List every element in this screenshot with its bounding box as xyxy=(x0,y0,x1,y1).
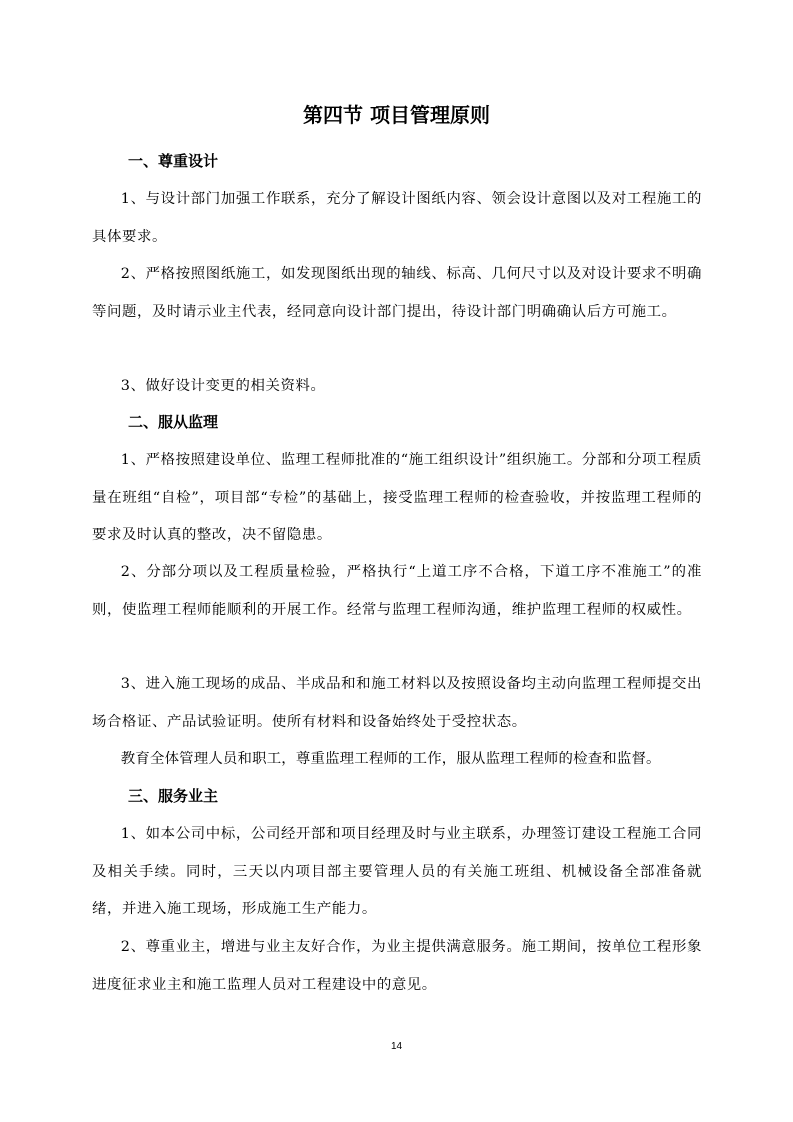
section-title: 第四节 项目管理原则 xyxy=(303,103,490,127)
paragraph-owner-1: 1、如本公司中标，公司经开部和项目经理及时与业主联系，办理签订建设工程施工合同及相关手续。同时，三天以内项目部主要管理人员的有关施工班组、机械设备全部准备就绪，并进入施工现场，形成施工生产能力。 xyxy=(92,826,702,917)
heading-respect-design: 一、尊重设计 xyxy=(128,152,219,170)
paragraph-supervision-1: 1、严格按照建设单位、监理工程师批准的“施工组织设计”组织施工。分部和分项工程质量在班组“自检”，项目部“专检”的基础上，接受监理工程师的检查验收，并按监理工程师的要求及时认真的整改，决不留隐患。 xyxy=(92,452,702,543)
paragraph-design-2: 2、严格按照图纸施工，如发现图纸出现的轴线、标高、几何尺寸以及对设计要求不明确等问题，及时请示业主代表，经同意向设计部门提出，待设计部门明确确认后方可施工。 xyxy=(92,266,702,320)
heading-obey-supervision: 二、服从监理 xyxy=(128,413,219,431)
heading-serve-owner: 三、服务业主 xyxy=(128,787,219,805)
paragraph-owner-2: 2、尊重业主，增进与业主友好合作，为业主提供满意服务。施工期间，按单位工程形象进度征求业主和施工监理人员对工程建设中的意见。 xyxy=(92,939,702,993)
paragraph-design-1: 1、与设计部门加强工作联系，充分了解设计图纸内容、领会设计意图以及对工程施工的具体要求。 xyxy=(92,191,702,245)
paragraph-supervision-3: 3、进入施工现场的成品、半成品和和施工材料以及按照设备均主动向监理工程师提交出场合格证、产品试验证明。使所有材料和设备始终处于受控状态。 xyxy=(92,676,702,730)
paragraph-supervision-2: 2、分部分项以及工程质量检验，严格执行“上道工序不合格，下道工序不准施工”的准则，使监理工程师能顺利的开展工作。经常与监理工程师沟通，维护监理工程师的权威性。 xyxy=(92,564,702,618)
paragraph-design-3: 3、做好设计变更的相关资料。 xyxy=(120,378,326,394)
paragraph-supervision-4: 教育全体管理人员和职工，尊重监理工程师的工作，服从监理工程师的检查和监督。 xyxy=(120,751,661,767)
page-number: 14 xyxy=(390,1041,403,1052)
